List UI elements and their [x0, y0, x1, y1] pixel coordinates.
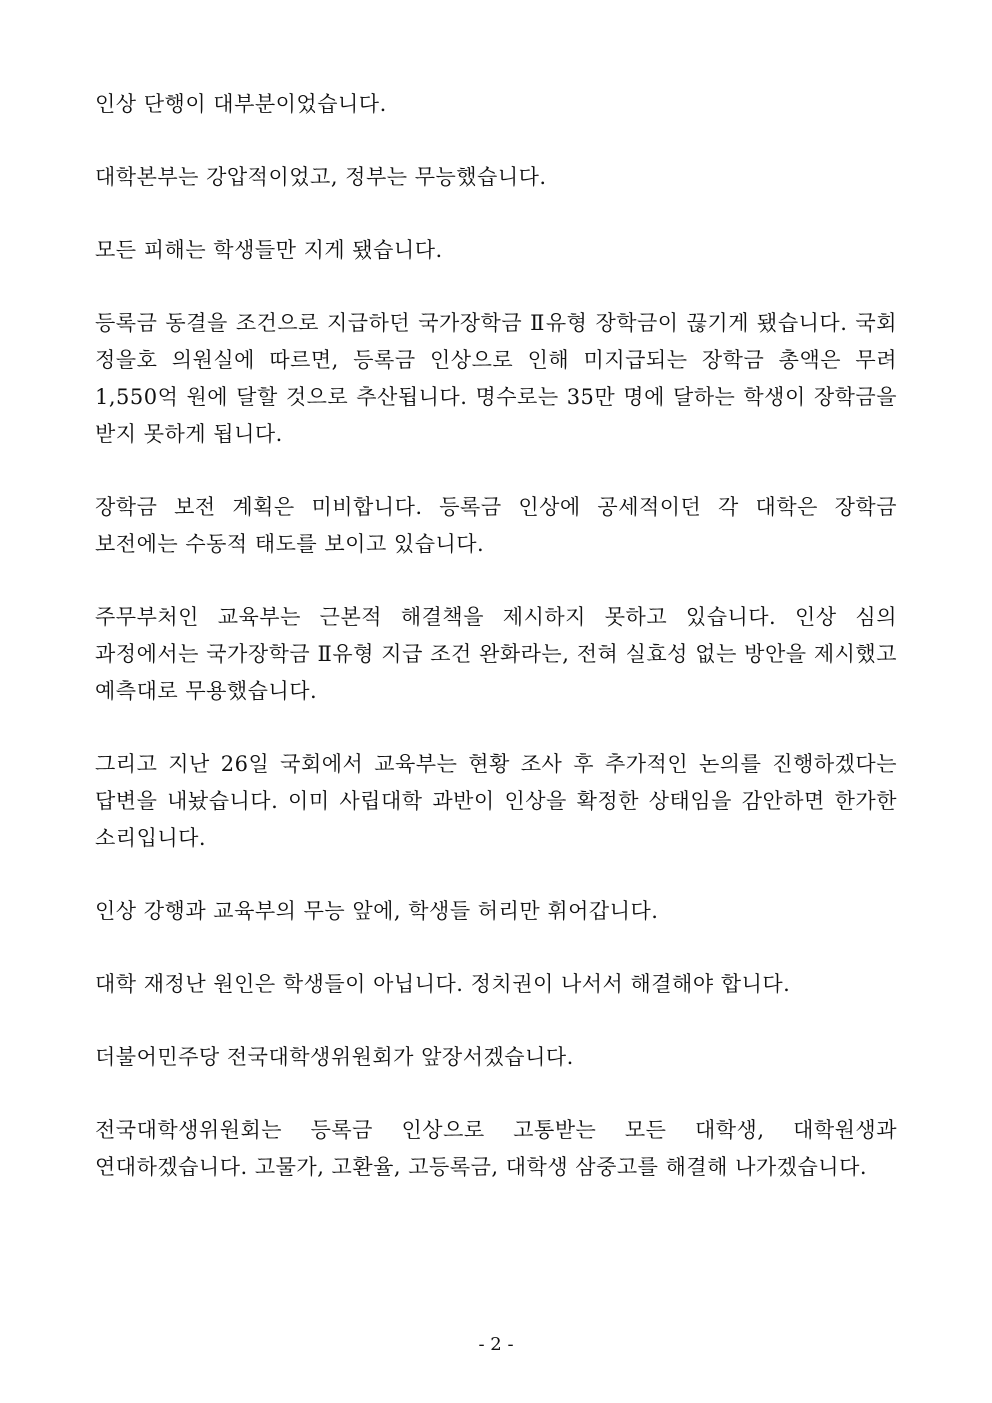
document-body [95, 86, 897, 1222]
paragraph-11: 전국대학생위원회는 등록금 인상으로 고통받는 모든 대학생, 대학원생과 연대하겠습니다. 고물가, 고환율, 고등록금, 대학생 삼중고를 해결해 나가겠습니다. [95, 1118, 897, 1179]
paragraph-2: 대학본부는 강압적이었고, 정부는 무능했습니다. [95, 165, 547, 189]
paragraph-7: 그리고 지난 26일 국회에서 교육부는 현황 조사 후 추가적인 논의를 진행하겠다는 답변을 내놨습니다. 이미 사립대학 과반이 인상을 확정한 상태임을 감안하면 한가한 소리입니다. [95, 752, 897, 850]
paragraph-4: 등록금 동결을 조건으로 지급하던 국가장학금 Ⅱ유형 장학금이 끊기게 됐습니다. 국회 정을호 의원실에 따르면, 등록금 인상으로 인해 미지급되는 장학금 총액은 무려 1,550억 원에 달할 것으로 추산됩니다. 명수로는 35만 명에 달하는 학생이 장학금을 받지 못하게 됩니다. [95, 311, 897, 446]
paragraph-5: 장학금 보전 계획은 미비합니다. 등록금 인상에 공세적이던 각 대학은 장학금 보전에는 수동적 태도를 보이고 있습니다. [95, 495, 897, 556]
paragraph-9: 대학 재정난 원인은 학생들이 아닙니다. 정치권이 나서서 해결해야 합니다. [95, 972, 791, 996]
paragraph-1: 인상 단행이 대부분이었습니다. [95, 92, 387, 116]
paragraph-8: 인상 강행과 교육부의 무능 앞에, 학생들 허리만 휘어갑니다. [95, 899, 659, 923]
paragraph-6: 주무부처인 교육부는 근본적 해결책을 제시하지 못하고 있습니다. 인상 심의 과정에서는 국가장학금 Ⅱ유형 지급 조건 완화라는, 전혀 실효성 없는 방안을 제시했고 예측대로 무용했습니다. [95, 605, 897, 703]
page-number: - 2 - [478, 1334, 514, 1355]
paragraph-10: 더불어민주당 전국대학생위원회가 앞장서겠습니다. [95, 1045, 574, 1069]
paragraph-3: 모든 피해는 학생들만 지게 됐습니다. [95, 238, 443, 262]
